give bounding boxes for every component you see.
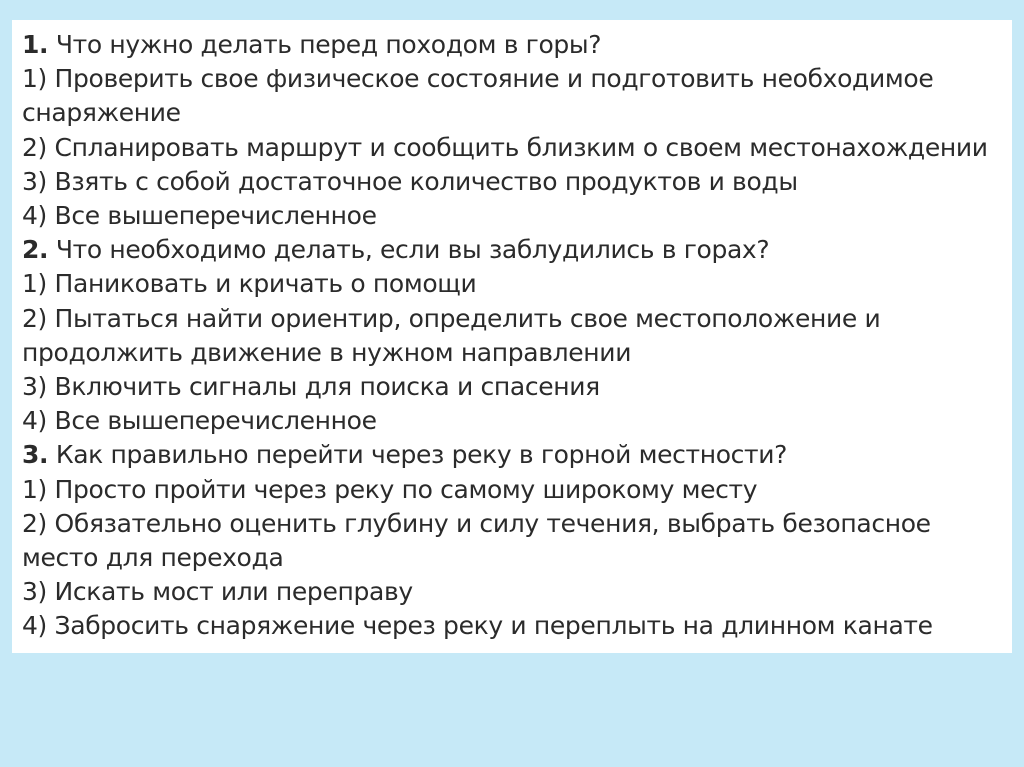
answer-option: 3) Включить сигналы для поиска и спасения: [22, 372, 600, 402]
question-3: [22, 438, 1002, 472]
quiz-text-panel: [12, 20, 1012, 653]
answer-option-continuation: снаряжение: [22, 98, 181, 128]
answer-option: 1) Просто пройти через реку по самому широкому месту: [22, 474, 758, 504]
answer-option: 4) Забросить снаряжение через реку и переплыть на длинном канате: [22, 611, 933, 641]
answer-option: 3) Искать мост или переправу: [22, 577, 413, 607]
answer-option: 2) Пытаться найти ориентир, определить свое местоположение и: [22, 303, 881, 333]
question-text: Что нужно делать перед походом в горы?: [55, 30, 602, 59]
question-number: 3.: [22, 440, 49, 470]
answer-option: 2) Обязательно оценить глубину и силу течения, выбрать безопасное: [22, 508, 931, 538]
answer-option: 2) Спланировать маршрут и сообщить близким о своем местонахождении: [22, 132, 988, 162]
question-1: [22, 28, 1002, 62]
question-number: 1.: [22, 30, 49, 59]
answer-option: 4) Все вышеперечисленное: [22, 201, 377, 231]
answer-option: 1) Проверить свое физическое состояние и подготовить необходимое: [22, 64, 934, 94]
answer-option: 1) Паниковать и кричать о помощи: [22, 269, 477, 299]
question-number: 2.: [22, 235, 49, 265]
answer-option: 3) Взять с собой достаточное количество продуктов и воды: [22, 166, 798, 196]
answer-option: 4) Все вышеперечисленное: [22, 406, 377, 436]
answer-option-continuation: продолжить движение в нужном направлении: [22, 337, 632, 367]
question-text: Как правильно перейти через реку в горной местности?: [55, 440, 788, 470]
answer-option-continuation: место для перехода: [22, 543, 284, 573]
question-2: [22, 233, 1002, 267]
question-text: Что необходимо делать, если вы заблудились в горах?: [55, 235, 770, 265]
